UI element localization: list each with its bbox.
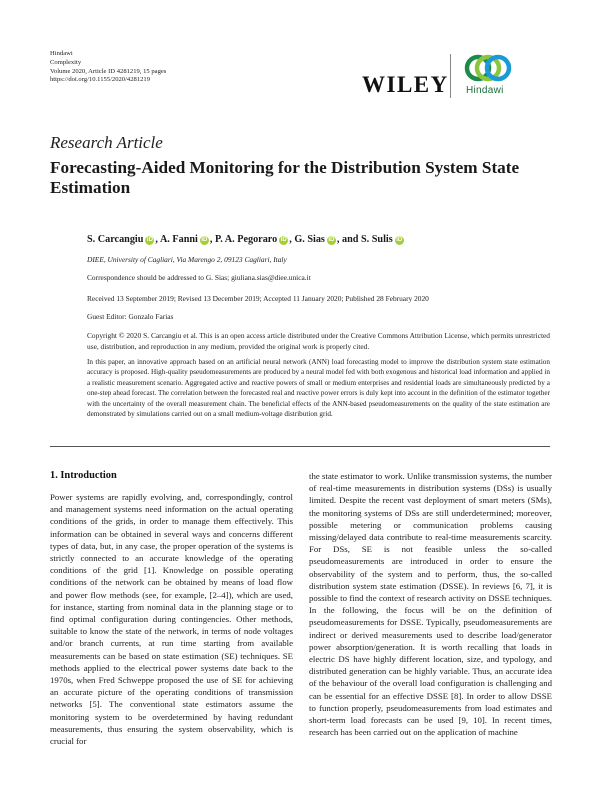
orcid-icon[interactable]: iD: [328, 237, 335, 243]
section-heading-introduction: 1. Introduction: [50, 470, 117, 481]
orcid-icon[interactable]: iD: [396, 237, 403, 243]
author-list: [87, 234, 405, 245]
body-column-right: [309, 470, 552, 738]
logo-divider: [450, 54, 451, 98]
abstract: In this paper, an innovative approach based on an artificial neural network (ANN) load forecasting model to improve the distribution system state estimation accuracy is proposed. High-quality pseudomeasurements are produced by a neural model fed with both exogenous and historical load information and applied in a realistic measurement scenario. Aggregated active and reactive powers of small or medium enterprises and residential loads are simultaneously predicted by a one-step ahead forecast. The correlation between the forecasted real and reactive power errors is duly kept into account in the definition of the estimator together with the uncertainty of the overall measurement chain. The beneficial effects of the ANN-based pseudomeasurements on the quality of the state estimation are demonstrated by simulations carried out on a small medium-voltage distribution grid.: [87, 358, 550, 419]
copyright-notice: Copyright © 2020 S. Carcangiu et al. This is an open access article distributed under the Creative Commons Attribution License, which permits unrestricted use, distribution, and reproduction in any medium, provided the original work is properly cited.: [87, 331, 550, 351]
intro-paragraph-right: the state estimator to work. Unlike transmission systems, the number of real-time measurements in distribution systems (DSs) is usually limited. Despite the recent vast deployment of smart meters (SMs), the monitoring systems of DSs are still underdetermined; moreover, possible metering or communication problems causing missing/delayed data contribute to real-time measurements scarcity. For DSs, SE is not feasible unless the so-called pseudomeasurements are introduced in order to ensure the observability of the system and to perform, thus, the so-called distribution system state estimation (DSSE). In reviews [6, 7], it is possible to find the context of research activity on DSSE techniques. In the following, the focus will be on the definition of pseudomeasurements for DSSE. Typically, pseudomeasurements are indirect or derived measurements used to describe load/generator power absorption/generation. It is worth recalling that loads in electric DS have highly different location, size, and typology, and distributed generation can be highly variable. Thus, an accurate idea of the behaviour of the overall load configuration is challenging and can be essential for an effective DSSE [8]. In order to allow DSSE to function properly, pseudomeasurements from load estimates and short-term load forecasts can be used [9, 10]. In recent times, research has been carried out on the application of machine: [309, 471, 552, 738]
section-divider: [50, 446, 550, 447]
orcid-icon[interactable]: iD: [146, 237, 153, 243]
intro-paragraph-left: Power systems are rapidly evolving, and, correspondingly, control and management systems need information on the actual operating conditions of the grids, in order to manage them effectively. This information can be obtained in several ways and concerns different types of data, but, in any case, the proper operation of the systems is strictly connected to an accurate knowledge of the operating conditions of the grid [1]. Knowledge on possible operating conditions of the network can be obtained by means of load flow and power flow methods (see, for example, [2–4]), which are used, for instance, starting from nominal data in the planning stage or to find optimal configuration during contingencies. Other methods, suitable to know the state of the network, in terms of node voltages and/or branch currents, at run time starting from available measurements can be based on state estimation (SE) techniques. SE methods applied to the electrical power systems date back to the 1970s, when Fred Schweppe proposed the use of SE for achieving an accurate picture of the operating conditions of transmission networks [5]. The conventional state estimators assume the monitoring system to be overdetermined by having redundant measurements, thus ensuring the system observability, which is crucial for: [50, 492, 293, 747]
affiliation: DIEE, University of Cagliari, Via Marengo 2, 09123 Cagliari, Italy: [87, 255, 287, 264]
author-separator: ,: [289, 234, 295, 245]
doi-link[interactable]: https://doi.org/10.1155/2020/4281219: [50, 76, 151, 84]
volume-line: Volume 2020, Article ID 4281219, 15 pages: [50, 67, 167, 75]
author-name: S. Sulis: [360, 234, 393, 245]
orcid-icon[interactable]: iD: [280, 237, 287, 243]
author-name: A. Fanni: [159, 234, 198, 245]
orcid-icon[interactable]: iD: [201, 237, 208, 243]
guest-editor: Guest Editor: Gonzalo Farias: [87, 312, 174, 321]
journal-name: Complexity: [50, 58, 82, 66]
correspondence: Correspondence should be addressed to G. Sias; giuliana.sias@diee.unica.it: [87, 273, 311, 282]
author-separator: ,: [155, 234, 160, 245]
author-name: G. Sias: [294, 234, 325, 245]
author-name: S. Carcangiu: [87, 234, 144, 245]
publisher-logos: [362, 50, 552, 100]
author-separator: , and: [336, 234, 361, 245]
journal-meta: [50, 50, 166, 85]
author-name: P. A. Pegoraro: [214, 234, 278, 245]
author-separator: ,: [209, 234, 215, 245]
publisher-name: Hindawi: [50, 50, 73, 57]
article-type: Research Article: [50, 133, 163, 152]
article-title: Forecasting-Aided Monitoring for the Distribution System State Estimation: [50, 158, 520, 197]
hindawi-wordmark: Hindawi: [466, 85, 504, 96]
wiley-logo: WILEY: [362, 72, 449, 97]
body-column-left: [50, 470, 293, 747]
hindawi-logo-icon: [462, 52, 514, 84]
article-dates: Received 13 September 2019; Revised 13 December 2019; Accepted 11 January 2020; Published 28 February 2020: [87, 294, 429, 303]
